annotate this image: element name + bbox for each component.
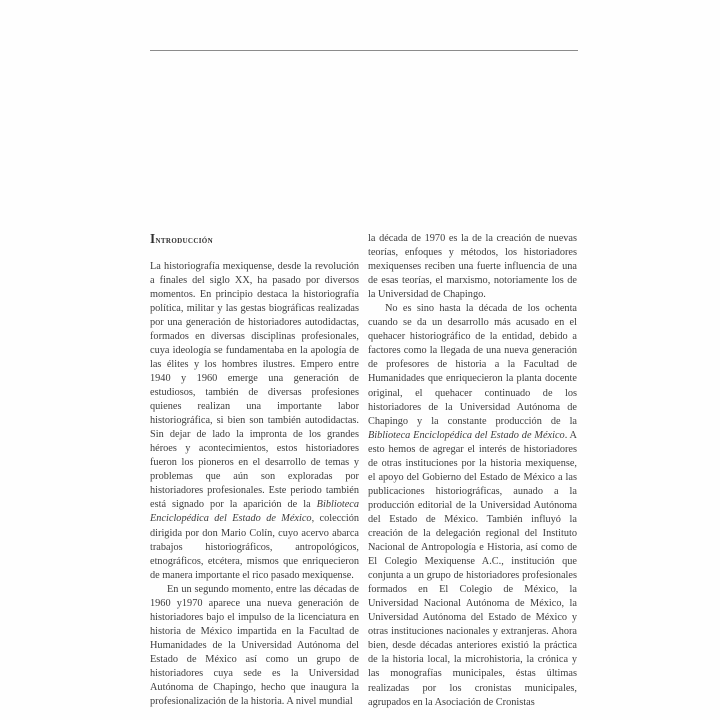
book-title-italic: Biblioteca Enciclopédica del Estado de México [368, 429, 565, 441]
paragraph [150, 260, 359, 583]
paragraph: En un segundo momento, entre las décadas de 1960 y1970 aparece una nueva generación de historiadores bajo el impulso de la licenciatura en historia de México impartida en la Facultad de Humanidades de la Universidad Autónoma del Estado de México así como un grupo de historiadores cuya sede es la Universidad Autónoma de Chapingo, hecho que inaugura la profesionalización de la historia. A nivel mundial [150, 583, 359, 708]
section-title-rest: ntroducción [155, 235, 214, 246]
right-column [368, 232, 577, 710]
paragraph-text-part: La historiografía mexiquense, desde la revolución a finales del siglo XX, ha pasado por diversos momentos. En principio destaca la historiografía política, militar y las gestas biográficas realizadas por una generación de historiadores autodidactas, formados en diversas disciplinas profesionales, cuya ideología se fundamentaba en la apología de las élites y los hombres ilustres. Empero entre 1940 y 1960 emerge una generación de estudiosos, también de diversas profesiones quienes realizan una importante labor historiográfica, si bien son también autodidactas. Sin dejar de lado la impronta de los grandes héroes y acontecimientos, estos historiadores fueron los pioneros en el desarrollo de temas y problemas que aún son exploradas por historiadores profesionales. Este periodo también está signado por la aparición de la [150, 260, 359, 511]
book-title-italic: Biblioteca Enciclopédica del Estado de México [150, 499, 359, 525]
paragraph-text-part: No es sino hasta la década de los ochenta cuando se da un desarrollo más acusado en el quehacer historiográfico de la entidad, debido a factores como la llegada de una nueva generación de profesores de historia a la Facultad de Humanidades que enriquecieron la planta docente original, el quehacer continuado de los historiadores de la Universidad Autónoma de Chapingo y la constante producción de la [368, 303, 577, 427]
header-rule [150, 50, 578, 51]
page-content [150, 232, 578, 710]
left-column [150, 232, 359, 709]
paragraph: la década de 1970 es la de la creación de nuevas teorías, enfoques y métodos, los historiadores mexiquenses reciben una fuerte influencia de una de esas teorías, el marxismo, notoriamente los de la Universidad de Chapingo. [368, 233, 577, 301]
section-title-initial: I [150, 231, 156, 246]
two-column-layout [150, 232, 578, 710]
paragraph-text-part: , colección dirigida por don Mario Colín, cuyo acervo abarca trabajos historiográficos, antropológicos, etnográficos, etcétera, mismos que enriquecieron de manera importante el rico pasado mexiquense. [150, 513, 359, 581]
page-title [150, 232, 359, 247]
paragraph [368, 302, 577, 709]
paragraph-text-part: . A esto hemos de agregar el interés de historiadores de otras instituciones por la historia mexiquense, el apoyo del Gobierno del Estado de México a las publicaciones historiográficas, aunado a la producción editorial de la Universidad Autónoma del Estado de México. También influyó la creación de la delegación regional del Instituto Nacional de Antropología e Historia, así como de El Colegio Mexiquense A.C., institución que conjunta a un grupo de historiadores profesionales formados en El Colegio de México, la Universidad Nacional Autónoma de México, la Universidad Autónoma del Estado de México y otras instituciones nacionales y extranjeras. Ahora bien, desde décadas anteriores existió la práctica de la historia local, la microhistoria, la crónica y las monografías municipales, éstas últimas realizadas por los cronistas municipales, agrupados en la Asociación de Cronistas [368, 429, 577, 708]
